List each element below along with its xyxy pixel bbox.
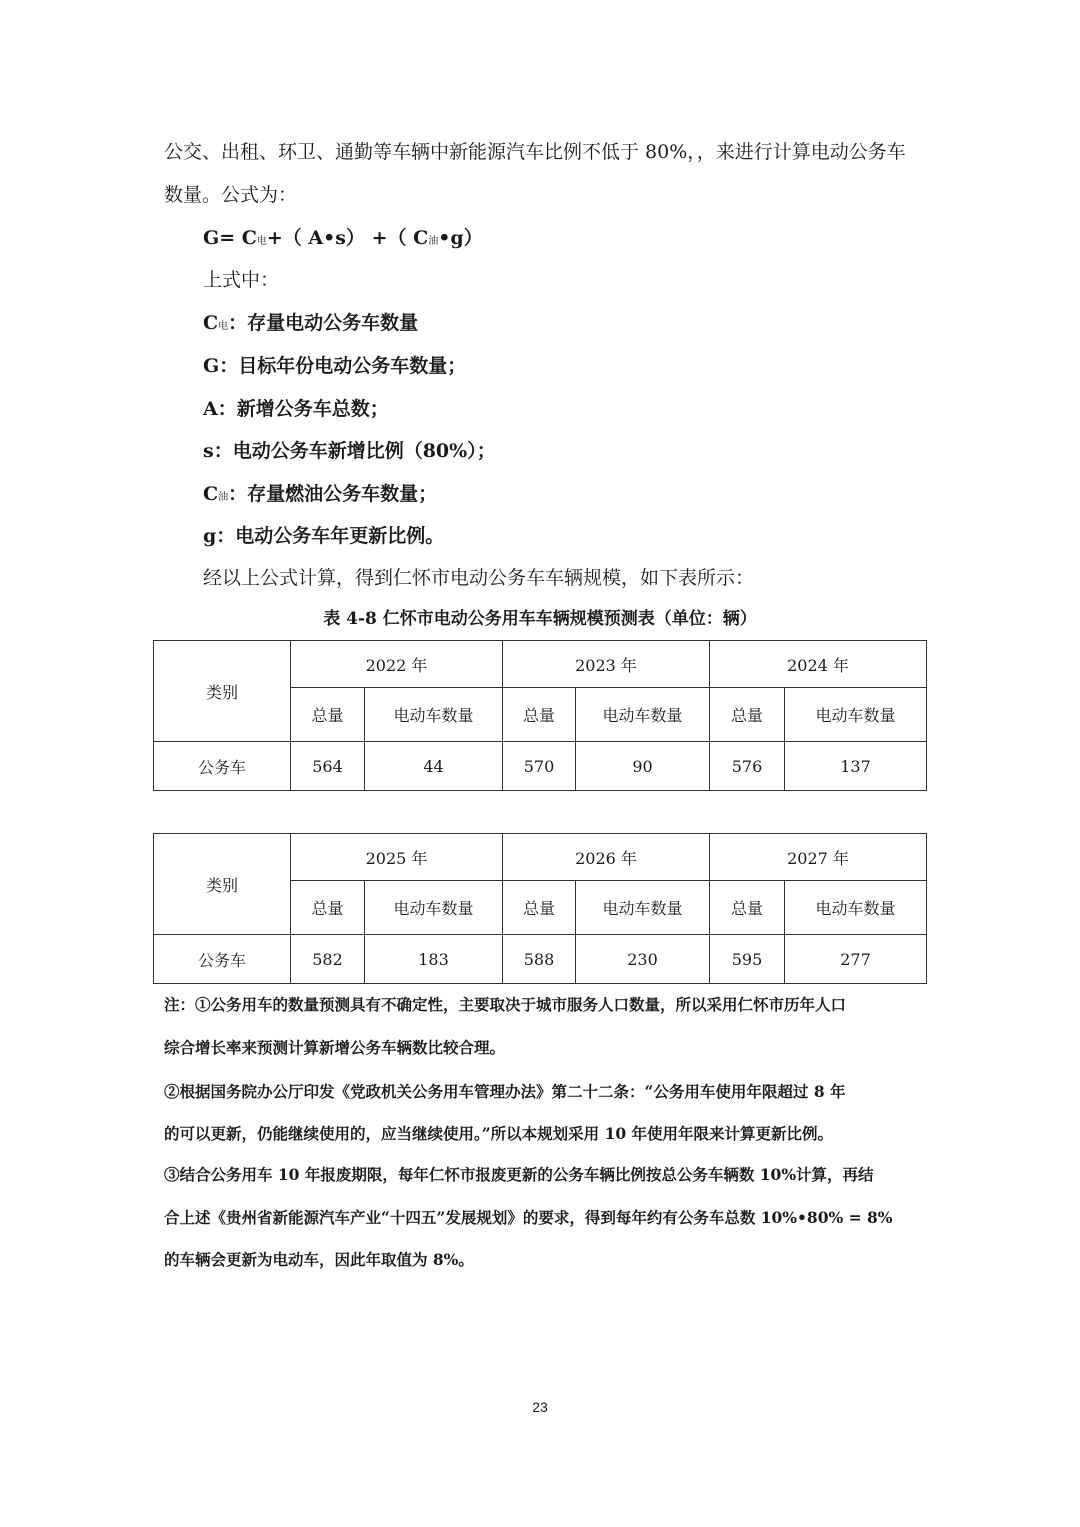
category-header: 类别: [154, 834, 291, 935]
year-header: 2022 年: [291, 641, 503, 688]
definition-text: ：电动公务车新增比例（80%）；: [213, 440, 496, 462]
formula-subscript-fuel: 油: [428, 236, 439, 247]
definition-text: ：电动公务车年更新比例。: [216, 525, 445, 547]
year-header: 2023 年: [503, 641, 710, 688]
note-3-line-3: 的车辆会更新为电动车，因此年取值为 8%。: [164, 1250, 474, 1269]
total-header: 总量: [291, 688, 365, 742]
forecast-table-2: [153, 833, 927, 984]
definition-g-ratio: [203, 524, 444, 548]
total-header: 总量: [503, 881, 576, 935]
year-header: 2025 年: [291, 834, 503, 881]
definition-a: [203, 397, 389, 421]
definition-g: [203, 354, 466, 378]
year-header: 2026 年: [503, 834, 710, 881]
note-1-line-1: 注：①公务用车的数量预测具有不确定性，主要取决于城市服务人口数量，所以采用仁怀市历年人口: [164, 995, 847, 1014]
table-caption: 表 4-8 仁怀市电动公务用车车辆规模预测表（单位：辆）: [323, 609, 757, 629]
result-intro: 经以上公式计算，得到仁怀市电动公务车车辆规模，如下表所示：: [203, 567, 755, 589]
electric-header: 电动车数量: [576, 881, 710, 935]
formula-part-g: G= C: [203, 227, 257, 249]
electric-cell: 90: [576, 742, 710, 791]
total-cell: 595: [710, 935, 785, 984]
intro-line-2: 数量。公式为：: [164, 184, 298, 206]
definition-symbol: C: [203, 312, 219, 334]
electric-header: 电动车数量: [365, 688, 503, 742]
total-header: 总量: [710, 881, 785, 935]
forecast-table-1: [153, 640, 927, 791]
definition-s: [203, 439, 496, 463]
note-2-line-1: ②根据国务院办公厅印发《党政机关公务用车管理办法》第二十二条：“公务用车使用年限超过 8 年: [164, 1082, 846, 1101]
definition-symbol: s: [203, 440, 214, 462]
formula-part-end: •g）: [438, 227, 483, 249]
total-cell: 588: [503, 935, 576, 984]
definition-c-electric: [203, 311, 418, 339]
total-header: 总量: [710, 688, 785, 742]
row-label: 公务车: [154, 935, 291, 984]
electric-header: 电动车数量: [785, 881, 927, 935]
electric-header: 电动车数量: [785, 688, 927, 742]
note-1-line-2: 综合增长率来预测计算新增公务车辆数比较合理。: [164, 1038, 506, 1057]
electric-cell: 183: [365, 935, 503, 984]
total-cell: 564: [291, 742, 365, 791]
total-header: 总量: [503, 688, 576, 742]
formula: [203, 226, 483, 254]
note-2-line-2: 的可以更新，仍能继续使用的，应当继续使用。”所以本规划采用 10 年使用年限来计算更新比例。: [164, 1124, 834, 1143]
electric-cell: 230: [576, 935, 710, 984]
definition-symbol: g: [203, 525, 217, 547]
year-header: 2024 年: [710, 641, 927, 688]
definition-text: ：存量电动公务车数量: [228, 312, 419, 334]
electric-cell: 137: [785, 742, 927, 791]
total-cell: 576: [710, 742, 785, 791]
category-header: 类别: [154, 641, 291, 742]
definition-text: ：新增公务车总数；: [217, 398, 389, 420]
definition-symbol: G: [203, 355, 220, 377]
electric-cell: 44: [365, 742, 503, 791]
definition-subscript: 电: [218, 321, 229, 332]
total-cell: 570: [503, 742, 576, 791]
year-header: 2027 年: [710, 834, 927, 881]
formula-part-mid: +（ A•s） +（ C: [266, 227, 429, 249]
note-3-line-2: 合上述《贵州省新能源汽车产业“十四五”发展规划》的要求，得到每年约有公务车总数 10%•80% = 8%: [164, 1208, 893, 1227]
formula-where-label: 上式中：: [203, 269, 280, 291]
definition-symbol: C: [203, 483, 219, 505]
page-number: 23: [532, 1399, 548, 1415]
electric-header: 电动车数量: [365, 881, 503, 935]
electric-header: 电动车数量: [576, 688, 710, 742]
total-cell: 582: [291, 935, 365, 984]
definition-c-fuel: [203, 482, 437, 510]
definition-text: ：存量燃油公务车数量；: [228, 483, 438, 505]
definition-symbol: A: [203, 398, 218, 420]
intro-line-1: 公交、出租、环卫、通勤等车辆中新能源汽车比例不低于 80%，，来进行计算电动公务车: [164, 141, 906, 163]
note-3-line-1: ③结合公务用车 10 年报废期限，每年仁怀市报废更新的公务车辆比例按总公务车辆数 10%计算，再结: [164, 1165, 874, 1184]
row-label: 公务车: [154, 742, 291, 791]
total-header: 总量: [291, 881, 365, 935]
formula-subscript-electric: 电: [256, 236, 267, 247]
electric-cell: 277: [785, 935, 927, 984]
definition-text: ：目标年份电动公务车数量；: [219, 355, 467, 377]
definition-subscript: 油: [218, 492, 229, 503]
